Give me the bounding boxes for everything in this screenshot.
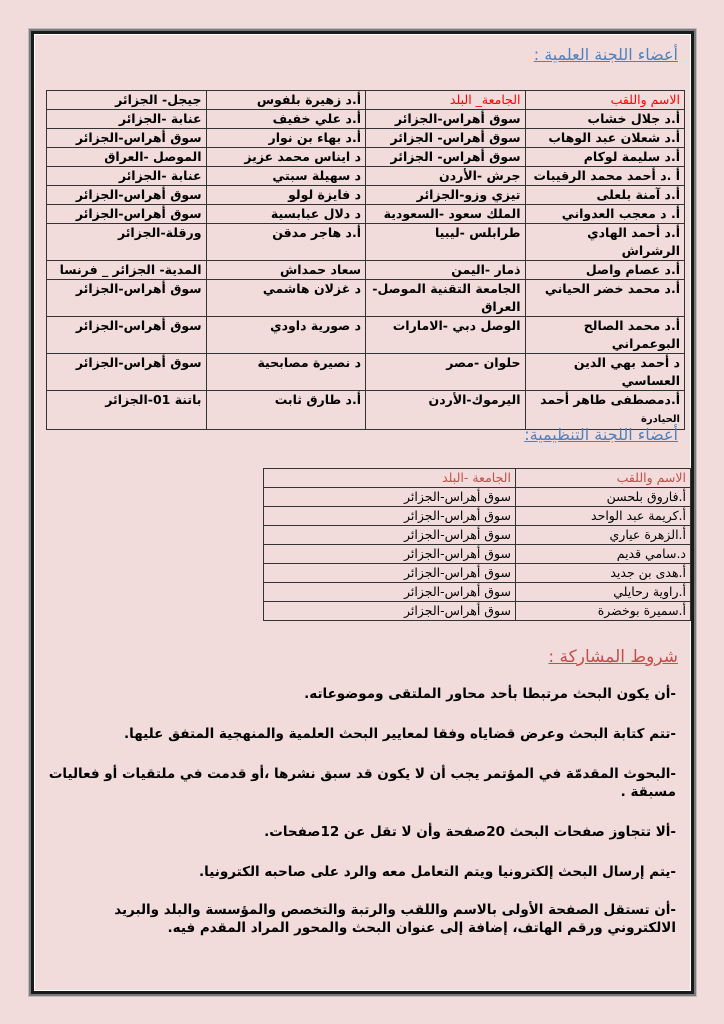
header-name: الاسم واللقب <box>525 91 685 110</box>
table-row <box>47 148 685 167</box>
organizing-committee-title: أعضاء اللجنة التنظيمية: <box>524 425 678 444</box>
table-row <box>47 167 685 186</box>
cell-university: الوصل دبي -الامارات <box>366 317 526 354</box>
cell-name: د نصيرة مصابحية <box>206 354 366 391</box>
table-header-row <box>264 469 691 488</box>
table-header-row <box>47 91 685 110</box>
cell-university: سوق أهراس-الجزائر <box>47 280 207 317</box>
cell-name: أ.كريمة عبد الواحد <box>515 507 690 526</box>
table-row <box>264 507 691 526</box>
cell-name: أ.هدى بن جديد <box>515 564 690 583</box>
cell-university: سوق أهراس-الجزائر <box>264 564 516 583</box>
cell-name: أ.د هاجر مدقن <box>206 224 366 261</box>
table-row <box>47 205 685 224</box>
table-row <box>47 224 685 261</box>
cell-university: سوق أهراس-الجزائر <box>47 317 207 354</box>
condition-item: -ألا تتجاوز صفحات البحث 20صفحة وأن لا تقل عن 12صفحات. <box>264 824 676 840</box>
cell-university: الجامعة التقنية الموصل- العراق <box>366 280 526 317</box>
cell-university: حلوان -مصر <box>366 354 526 391</box>
condition-item: -يتم إرسال البحث إلكترونيا ويتم التعامل معه والرد على صاحبه الكترونيا. <box>199 864 676 880</box>
scientific-committee-table <box>46 90 685 430</box>
cell-university: سوق أهراس-الجزائر <box>264 545 516 564</box>
organizing-committee-table <box>263 468 691 621</box>
table-row <box>264 488 691 507</box>
header-name: الاسم واللقب <box>515 469 690 488</box>
cell-university: تيزي وزو-الجزائر <box>366 186 526 205</box>
table-row <box>264 602 691 621</box>
page-content <box>34 34 691 991</box>
condition-item: -أن تستقل الصفحة الأولى بالاسم واللقب والرتبة والتخصص والمؤسسة والبلد والبريد الالكتروني ورقم الهاتف، إضافة إلى عنوان البحث والمحور المراد المقدم فيه. <box>114 902 676 936</box>
cell-name: د.سامي قديم <box>515 545 690 564</box>
table-row <box>47 186 685 205</box>
cell-name: أ.د آمنة بلعلى <box>525 186 685 205</box>
cell-university: ورقلة-الجزائر <box>47 224 207 261</box>
cell-name: أ.د عصام واصل <box>525 261 685 280</box>
table-row <box>47 354 685 391</box>
cell-university: جيجل- الجزائر <box>47 91 207 110</box>
table-row <box>264 583 691 602</box>
page-frame <box>31 31 694 994</box>
cell-name: د دلال عبابسية <box>206 205 366 224</box>
table-row <box>47 317 685 354</box>
cell-name: أ.د زهيرة بلفوس <box>206 91 366 110</box>
cell-university: سوق أهراس-الجزائر <box>47 186 207 205</box>
table-row <box>47 391 685 430</box>
cell-name <box>525 391 685 430</box>
cell-name: أ.د طارق ثابت <box>206 391 366 430</box>
cell-name: د سهيلة سبتي <box>206 167 366 186</box>
header-university: الجامعة -البلد <box>264 469 516 488</box>
cell-university: سوق أهراس-الجزائر <box>264 507 516 526</box>
table-row <box>47 129 685 148</box>
table-row <box>47 280 685 317</box>
cell-name: أ.د جلال خشاب <box>525 110 685 129</box>
table-row <box>264 526 691 545</box>
cell-name: أ.د أحمد الهادي الرشراش <box>525 224 685 261</box>
cell-university: الموصل -العراق <box>47 148 207 167</box>
cell-name: أ.فاروق بلحسن <box>515 488 690 507</box>
cell-university: المدية- الجزائر _ فرنسا <box>47 261 207 280</box>
cell-name: أ.د شعلان عبد الوهاب <box>525 129 685 148</box>
cell-university: اليرموك-الأردن <box>366 391 526 430</box>
table-row <box>264 545 691 564</box>
cell-name: أ.د بهاء بن نوار <box>206 129 366 148</box>
scientific-committee-title: أعضاء اللجنة العلمية : <box>533 45 678 64</box>
cell-university: طرابلس -ليبيا <box>366 224 526 261</box>
cell-name: د صورية داودي <box>206 317 366 354</box>
condition-item: -أن يكون البحث مرتبطا بأحد محاور الملتقى وموضوعاته. <box>304 686 676 702</box>
header-university: الجامعة_ البلد <box>366 91 526 110</box>
cell-university: سوق أهراس-الجزائر <box>366 110 526 129</box>
cell-name: أ .د أحمد محمد الرقيبات <box>525 167 685 186</box>
cell-name: أ.د محمد الصالح البوعمراني <box>525 317 685 354</box>
conditions-title: شروط المشاركة : <box>548 647 678 667</box>
cell-university: سوق أهراس-الجزائر <box>47 205 207 224</box>
cell-university: سوق أهراس-الجزائر <box>47 129 207 148</box>
cell-name: د غزلان هاشمي <box>206 280 366 317</box>
cell-university: سوق أهراس- الجزائر <box>366 148 526 167</box>
cell-name: سعاد حمداش <box>206 261 366 280</box>
cell-name: أ.د محمد خضر الحياني <box>525 280 685 317</box>
cell-name: أ.سميرة بوخضرة <box>515 602 690 621</box>
cell-university: سوق أهراس-الجزائر <box>47 354 207 391</box>
condition-item: -تتم كتابة البحث وعرض قضاياه وفقا لمعايير البحث العلمية والمنهجية المتفق عليها. <box>124 726 676 742</box>
cell-name: أ. د معجب العدواني <box>525 205 685 224</box>
cell-university: سوق أهراس- الجزائر <box>366 129 526 148</box>
table-row <box>47 261 685 280</box>
cell-university: سوق أهراس-الجزائر <box>264 602 516 621</box>
cell-university: جرش -الأردن <box>366 167 526 186</box>
cell-name: د ايناس محمد عزيز <box>206 148 366 167</box>
cell-name: أ.د علي خفيف <box>206 110 366 129</box>
cell-university: عنابة -الجزائر <box>47 167 207 186</box>
cell-university: عنابة -الجزائر <box>47 110 207 129</box>
cell-university: سوق أهراس-الجزائر <box>264 488 516 507</box>
cell-name: د فايزة لولو <box>206 186 366 205</box>
cell-name: أ.الزهرة عياري <box>515 526 690 545</box>
cell-university: سوق أهراس-الجزائر <box>264 526 516 545</box>
name-text: أ.دمصطفى طاهر أحمد <box>540 392 680 407</box>
cell-name: د أحمد بهي الدين العساسي <box>525 354 685 391</box>
table-row <box>264 564 691 583</box>
cell-university: سوق أهراس-الجزائر <box>264 583 516 602</box>
table-row <box>47 110 685 129</box>
name-text-continued: الحيادرة <box>640 414 680 425</box>
cell-university: ذمار -اليمن <box>366 261 526 280</box>
cell-name: أ.د سليمة لوكام <box>525 148 685 167</box>
cell-university: الملك سعود -السعودية <box>366 205 526 224</box>
cell-name: أ.راوية رحايلي <box>515 583 690 602</box>
conditions-list <box>45 685 676 937</box>
cell-university: باتنة 01-الجزائر <box>47 391 207 430</box>
condition-item: -البحوث المقدمّة في المؤتمر يجب أن لا يكون قد سبق نشرها ،أو قدمت في ملتقيات أو فعاليات مسبقة . <box>48 766 676 800</box>
